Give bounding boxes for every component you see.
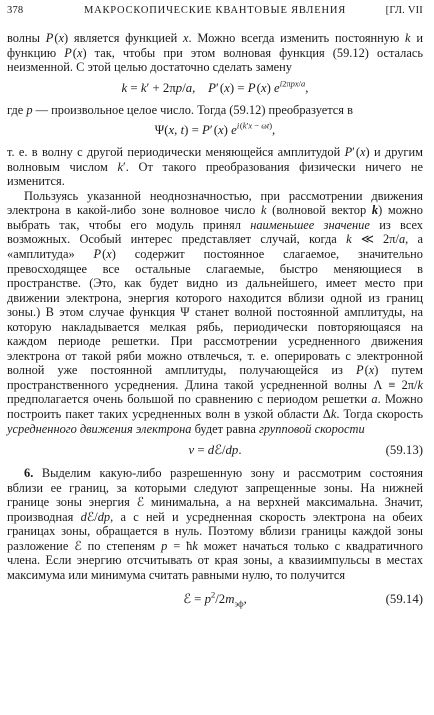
equation-number: (59.13) bbox=[385, 443, 423, 458]
equation-group-velocity: v = dℰ/dp. bbox=[188, 443, 242, 458]
body-text bbox=[7, 31, 423, 607]
paragraph-1: волны P (x) является функцией x. Можно всегда изменить постоянную k и функцию P (x) так, чтобы при этом волновая функция (59.12) осталась неизменной. С этой целью достаточно сделать замену bbox=[7, 31, 423, 75]
paragraph-5: 6. Выделим какую-либо разрешенную зону и рассмотрим состояния вблизи ее границ, за которыми следуют запрещенные зоны. На нижней границе зоны энергия ℰ минимальна, а на верхней максимальна. Значит, производная dℰ/dp, а с ней и усредненная скорость электрона на обеих границах зоны, обращается в нуль. Поэтому вблизи границы каждой зоны разложение ℰ по степеням p = ħk может начаться только с квадратичного члена. Если энергию отсчитывать от края зоны, а квазиимпульсы в местах максимума или минимума считать равными нулю, то получится bbox=[7, 466, 423, 582]
equation-effective-mass: ℰ = $p^2/2m_{эф}$, bbox=[183, 589, 247, 609]
section-number: 6. bbox=[24, 466, 34, 481]
paragraph-4: Пользуясь указанной неоднозначностью, при рассмотрении движения электрона в какой-либо зоне волновое число k (волновой вектор k) можно выбрать так, чтобы его модуль принял наименьшее значение из всех возможных. Особый интерес представляет случай, когда k ≪ 2π/a, а «амплитуда» P (x) содержит постоянное слагаемое, значительно превосходящее все остальные слагаемые, быстро меняющиеся в пространстве. (Это, как будет видно из дальнейшего, имеет место при движении электрона, энергия которого находится вблизи одной из границ зоны.) В этом случае функция Ψ станет волной постоянной амплитуды, на которую накладывается мелкая рябь, периодически повторяющаяся на каждом периоде решетки. При рассмотрении усредненного движения электрона от такой ряби можно отвлечься, т. е. оперировать с электронной волной уже постоянной амплитуды, получающейся из P (x) путем пространственного усреднения. Длина такой усредненной волны Λ ≡ 2π/k предполагается очень большой по сравнению с периодом решетки a. Можно построить пакет таких усредненных волн в узкой области Δk. Тогда скорость усредненного движения электрона будет равна групповой скорости bbox=[7, 188, 424, 436]
chapter-label: [ГЛ. VII bbox=[385, 5, 423, 16]
equation-59-13 bbox=[7, 442, 423, 458]
equation-substitution: k = k′ + 2πp/a, P′ (x) = P (x) $e^{i2\pi px/a}$, bbox=[121, 78, 309, 95]
equation-number: (59.14) bbox=[385, 591, 423, 606]
equation-59-14 bbox=[7, 591, 423, 607]
running-title: МАКРОСКОПИЧЕСКИЕ КВАНТОВЫЕ ЯВЛЕНИЯ bbox=[83, 5, 347, 16]
equation-transformed-wave: Ψ(x, t) = P′ (x) $e^{i (k'x - \omega t)}$, bbox=[154, 120, 276, 138]
page-number: 378 bbox=[7, 5, 24, 16]
paragraph-2: где p — произвольное целое число. Тогда (59.12) преобразуется в bbox=[7, 102, 353, 117]
running-head bbox=[7, 4, 423, 19]
paragraph-3: т. е. в волну с другой периодически меняющейся амплитудой P′ (x) и другим волновым числом k′. От такого преобразования физически ничего не изменится. bbox=[7, 145, 423, 189]
